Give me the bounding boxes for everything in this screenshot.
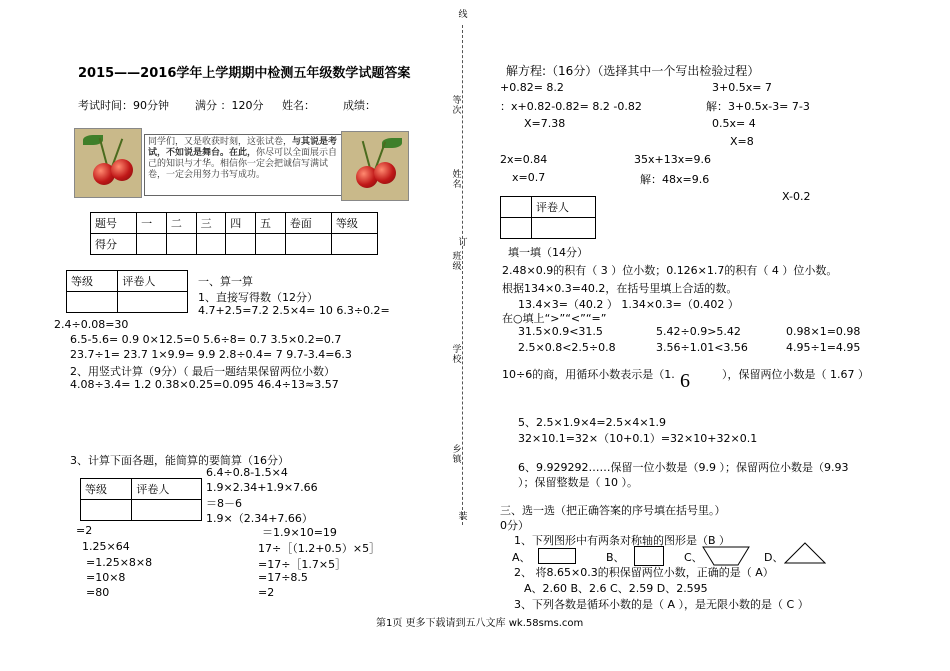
- equation-line: 35x+13x=9.6: [634, 153, 711, 166]
- square-shape: [634, 546, 664, 566]
- table-cell: 卷面: [285, 213, 331, 234]
- answer-line: 23.7÷1= 23.7 1×9.9= 9.9 2.8÷0.4= 7 9.7-3.4=6.3: [70, 348, 352, 361]
- calc-line: =1.25×8×8: [86, 556, 153, 569]
- answer-line: 6.5-5.6= 0.9 0×12.5=0 5.6÷8= 0.7 3.5×0.2=0.7: [70, 333, 342, 346]
- table-cell: 五: [256, 213, 286, 234]
- score-label: 成绩：: [343, 99, 376, 112]
- answer-line: 2.4÷0.08=30: [54, 318, 129, 331]
- equation-line: x=0.7: [512, 171, 546, 184]
- fill-title: 填一填（14分）: [508, 246, 588, 259]
- equation-line: 解：48x=9.6: [640, 173, 710, 186]
- score-table: [90, 212, 378, 255]
- calc-line: =2: [258, 586, 275, 599]
- table-cell: [137, 234, 167, 255]
- table-cell: [285, 234, 331, 255]
- table-cell: 等级: [331, 213, 377, 234]
- fill-line: ），保留两位小数是（ 1.67 ）: [722, 368, 869, 381]
- compare-item: 4.95÷1=4.95: [786, 341, 861, 354]
- question-1: 1、直接写得数（12分）: [198, 291, 318, 304]
- calc-line: ＝8－6: [206, 497, 242, 510]
- option-label: C、: [684, 551, 703, 564]
- equation-line: X=8: [730, 135, 754, 148]
- page-footer: 第1页 更多下载请到五八文库 wk.58sms.com: [376, 618, 584, 629]
- fill-line: 6、9.929292……保留一位小数是（9.9 ）；保留两位小数是（9.93: [518, 461, 849, 474]
- compare-item: 5.42÷0.9>5.42: [656, 325, 741, 338]
- intro-note: 同学们，又是收获时刻，这张试卷，与其说是考试，不如说是舞台。在此，你尽可以全面展示自己的知识与才华。相信你一定会把诚信写满试卷，一定会用努力书写成功。: [144, 134, 344, 196]
- choose-sub: 0分）: [500, 519, 529, 532]
- triangle-shape: [784, 542, 826, 564]
- binding-label: 姓名: [452, 170, 462, 190]
- equation-line: X-0.2: [782, 190, 811, 203]
- fill-line: 10÷6的商，用循环小数表示是（1.: [502, 368, 675, 381]
- fill-line: 5、2.5×1.9×4=2.5×4×1.9: [518, 416, 667, 429]
- grader-box: 评卷人: [500, 196, 596, 239]
- name-label: 姓名：: [282, 99, 315, 112]
- binding-label: 线: [458, 10, 468, 20]
- calc-line: =10×8: [86, 571, 126, 584]
- fill-line: ）；保留整数是（ 10 ）。: [518, 476, 638, 489]
- calc-line: 6.4÷0.8-1.5×4: [206, 466, 288, 479]
- binding-line: [462, 25, 463, 525]
- full-score: 满分 ：120分: [195, 99, 264, 112]
- binding-label: 乡镇: [452, 445, 462, 465]
- calc-line: 1.25×64: [82, 540, 130, 553]
- equation-line: +0.82= 8.2: [500, 81, 564, 94]
- grader-box: 等级 评卷人: [66, 270, 188, 313]
- repeating-digit: 6: [680, 370, 690, 392]
- table-cell: [256, 234, 286, 255]
- fill-line: 根据134×0.3=40.2，在括号里填上合适的数。: [502, 282, 738, 295]
- choose-title: 三、选一选（把正确答案的序号填在括号里。）: [500, 504, 726, 517]
- calc-line: 1.9×（2.34+7.66）: [206, 512, 313, 525]
- grader-box: 等级 评卷人: [80, 478, 202, 521]
- table-cell: 二: [166, 213, 196, 234]
- compare-item: 2.5×0.8<2.5÷0.8: [518, 341, 616, 354]
- fill-line: 2.48×0.9的积有（ 3 ）位小数；0.126×1.7的积有（ 4 ）位小数。: [502, 264, 838, 277]
- table-cell: [226, 234, 256, 255]
- choose-options: A、2.60 B、2.6 C、2.59 D、2.595: [524, 582, 708, 595]
- calc-line: =17÷8.5: [258, 571, 308, 584]
- calc-line: 17÷［（1.2+0.5）×5］: [258, 542, 381, 555]
- compare-item: 31.5×0.9<31.5: [518, 325, 603, 338]
- calc-line: =2: [76, 524, 93, 537]
- equation-line: ：x+0.82-0.82= 8.2 -0.82: [500, 100, 642, 113]
- table-cell: 一: [137, 213, 167, 234]
- fill-line: 在○填上“>”“<”“=”: [502, 312, 607, 325]
- question-3: 3、计算下面各题，能简算的要简算（16分）: [70, 454, 289, 467]
- trapezoid-shape: [702, 546, 750, 566]
- equation-line: 0.5x= 4: [712, 117, 756, 130]
- page-title: 2015——2016学年上学期期中检测五年级数学试题答案: [78, 66, 411, 81]
- option-label: D、: [764, 551, 784, 564]
- equation-line: 3+0.5x= 7: [712, 81, 772, 94]
- table-cell: 四: [226, 213, 256, 234]
- binding-label: 班级: [452, 252, 462, 272]
- calc-line: 1.9×2.34+1.9×7.66: [206, 481, 318, 494]
- fill-line: 13.4×3=（40.2 ） 1.34×0.3=（0.402 ）: [518, 298, 739, 311]
- table-cell: [196, 234, 226, 255]
- answer-line: 4.08÷3.4= 1.2 0.38×0.25=0.095 46.4÷13≈3.57: [70, 378, 339, 391]
- equation-line: 解：3+0.5x-3= 7-3: [706, 100, 810, 113]
- table-cell: 三: [196, 213, 226, 234]
- choose-question: 1、下列图形中有两条对称轴的图形是（B ）: [514, 534, 731, 547]
- binding-label: 订: [458, 238, 468, 248]
- table-cell: [331, 234, 377, 255]
- exam-time: 考试时间：90分钟: [78, 99, 169, 112]
- binding-label: 学校: [452, 345, 462, 365]
- section-2-title: 解方程:（16分）（选择其中一个写出检验过程）: [506, 64, 760, 78]
- cherry-image-left: [74, 128, 142, 198]
- fill-line: 32×10.1=32×（10+0.1）=32×10+32×0.1: [518, 432, 758, 445]
- equation-line: 2x=0.84: [500, 153, 548, 166]
- calc-line: =17÷［1.7×5］: [258, 558, 347, 571]
- section-1-title: 一、算一算: [198, 275, 253, 288]
- calc-line: =80: [86, 586, 110, 599]
- rectangle-shape: [538, 548, 576, 564]
- table-cell: 题号: [91, 213, 137, 234]
- compare-item: 3.56÷1.01<3.56: [656, 341, 748, 354]
- equation-line: X=7.38: [524, 117, 566, 130]
- table-cell: [166, 234, 196, 255]
- choose-question: 2、 将8.65×0.3的积保留两位小数，正确的是（ A）: [514, 566, 774, 579]
- answer-line: 4.7+2.5=7.2 2.5×4= 10 6.3÷0.2=: [198, 304, 390, 317]
- binding-label: 等次: [452, 96, 462, 116]
- table-cell: 得分: [91, 234, 137, 255]
- calc-line: ＝1.9×10=19: [262, 526, 337, 539]
- option-label: B、: [606, 551, 625, 564]
- choose-question: 3、下列各数是循环小数的是（ A ），是无限小数的是（ C ）: [514, 598, 809, 611]
- cherry-image-right: [341, 131, 409, 201]
- option-label: A、: [512, 551, 531, 564]
- question-2: 2、用竖式计算（9分）（ 最后一题结果保留两位小数）: [70, 365, 335, 378]
- binding-label: 装: [458, 512, 468, 522]
- compare-item: 0.98×1=0.98: [786, 325, 861, 338]
